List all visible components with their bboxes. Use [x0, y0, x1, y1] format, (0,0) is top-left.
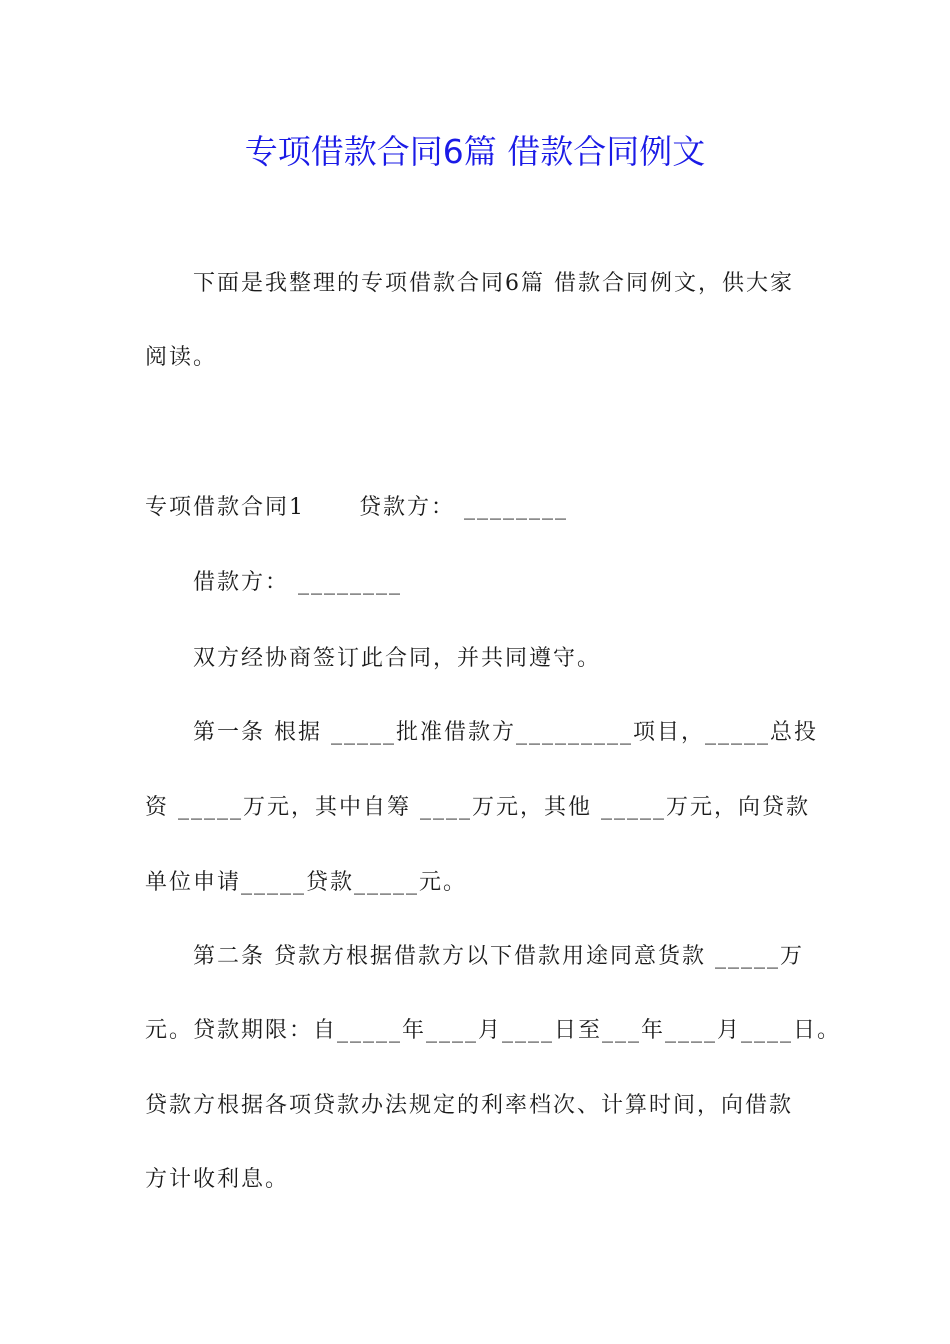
borrower-line: 借款方： ________ [193, 570, 402, 595]
article-2-line-3: 贷款方根据各项贷款办法规定的利率档次、计算时间，向借款 [145, 1093, 794, 1118]
article-2-line-1: 第二条 贷款方根据借款方以下借款用途同意货款 _____万 [193, 944, 804, 969]
article-1-line-1: 第一条 根据 _____批准借款方_________项目，_____总投 [193, 720, 818, 745]
page-title: 专项借款合同6篇 借款合同例文 [244, 132, 706, 171]
article-1-line-3: 单位申请_____贷款_____元。 [145, 870, 468, 895]
article-2-line-2: 元。贷款期限：自_____年____月____日至___年____月____日。 [145, 1018, 842, 1043]
intro-line-1: 下面是我整理的专项借款合同6篇 借款合同例文，供大家 [193, 271, 794, 296]
article-2-line-4: 方计收利息。 [145, 1167, 290, 1192]
contract-heading-line: 专项借款合同1 贷款方： ________ [145, 495, 568, 520]
intro-line-2: 阅读。 [145, 345, 218, 370]
agreement-line: 双方经协商签订此合同，并共同遵守。 [193, 646, 602, 671]
article-1-line-2: 资 _____万元，其中自筹 ____万元，其他 _____万元，向贷款 [145, 795, 810, 820]
